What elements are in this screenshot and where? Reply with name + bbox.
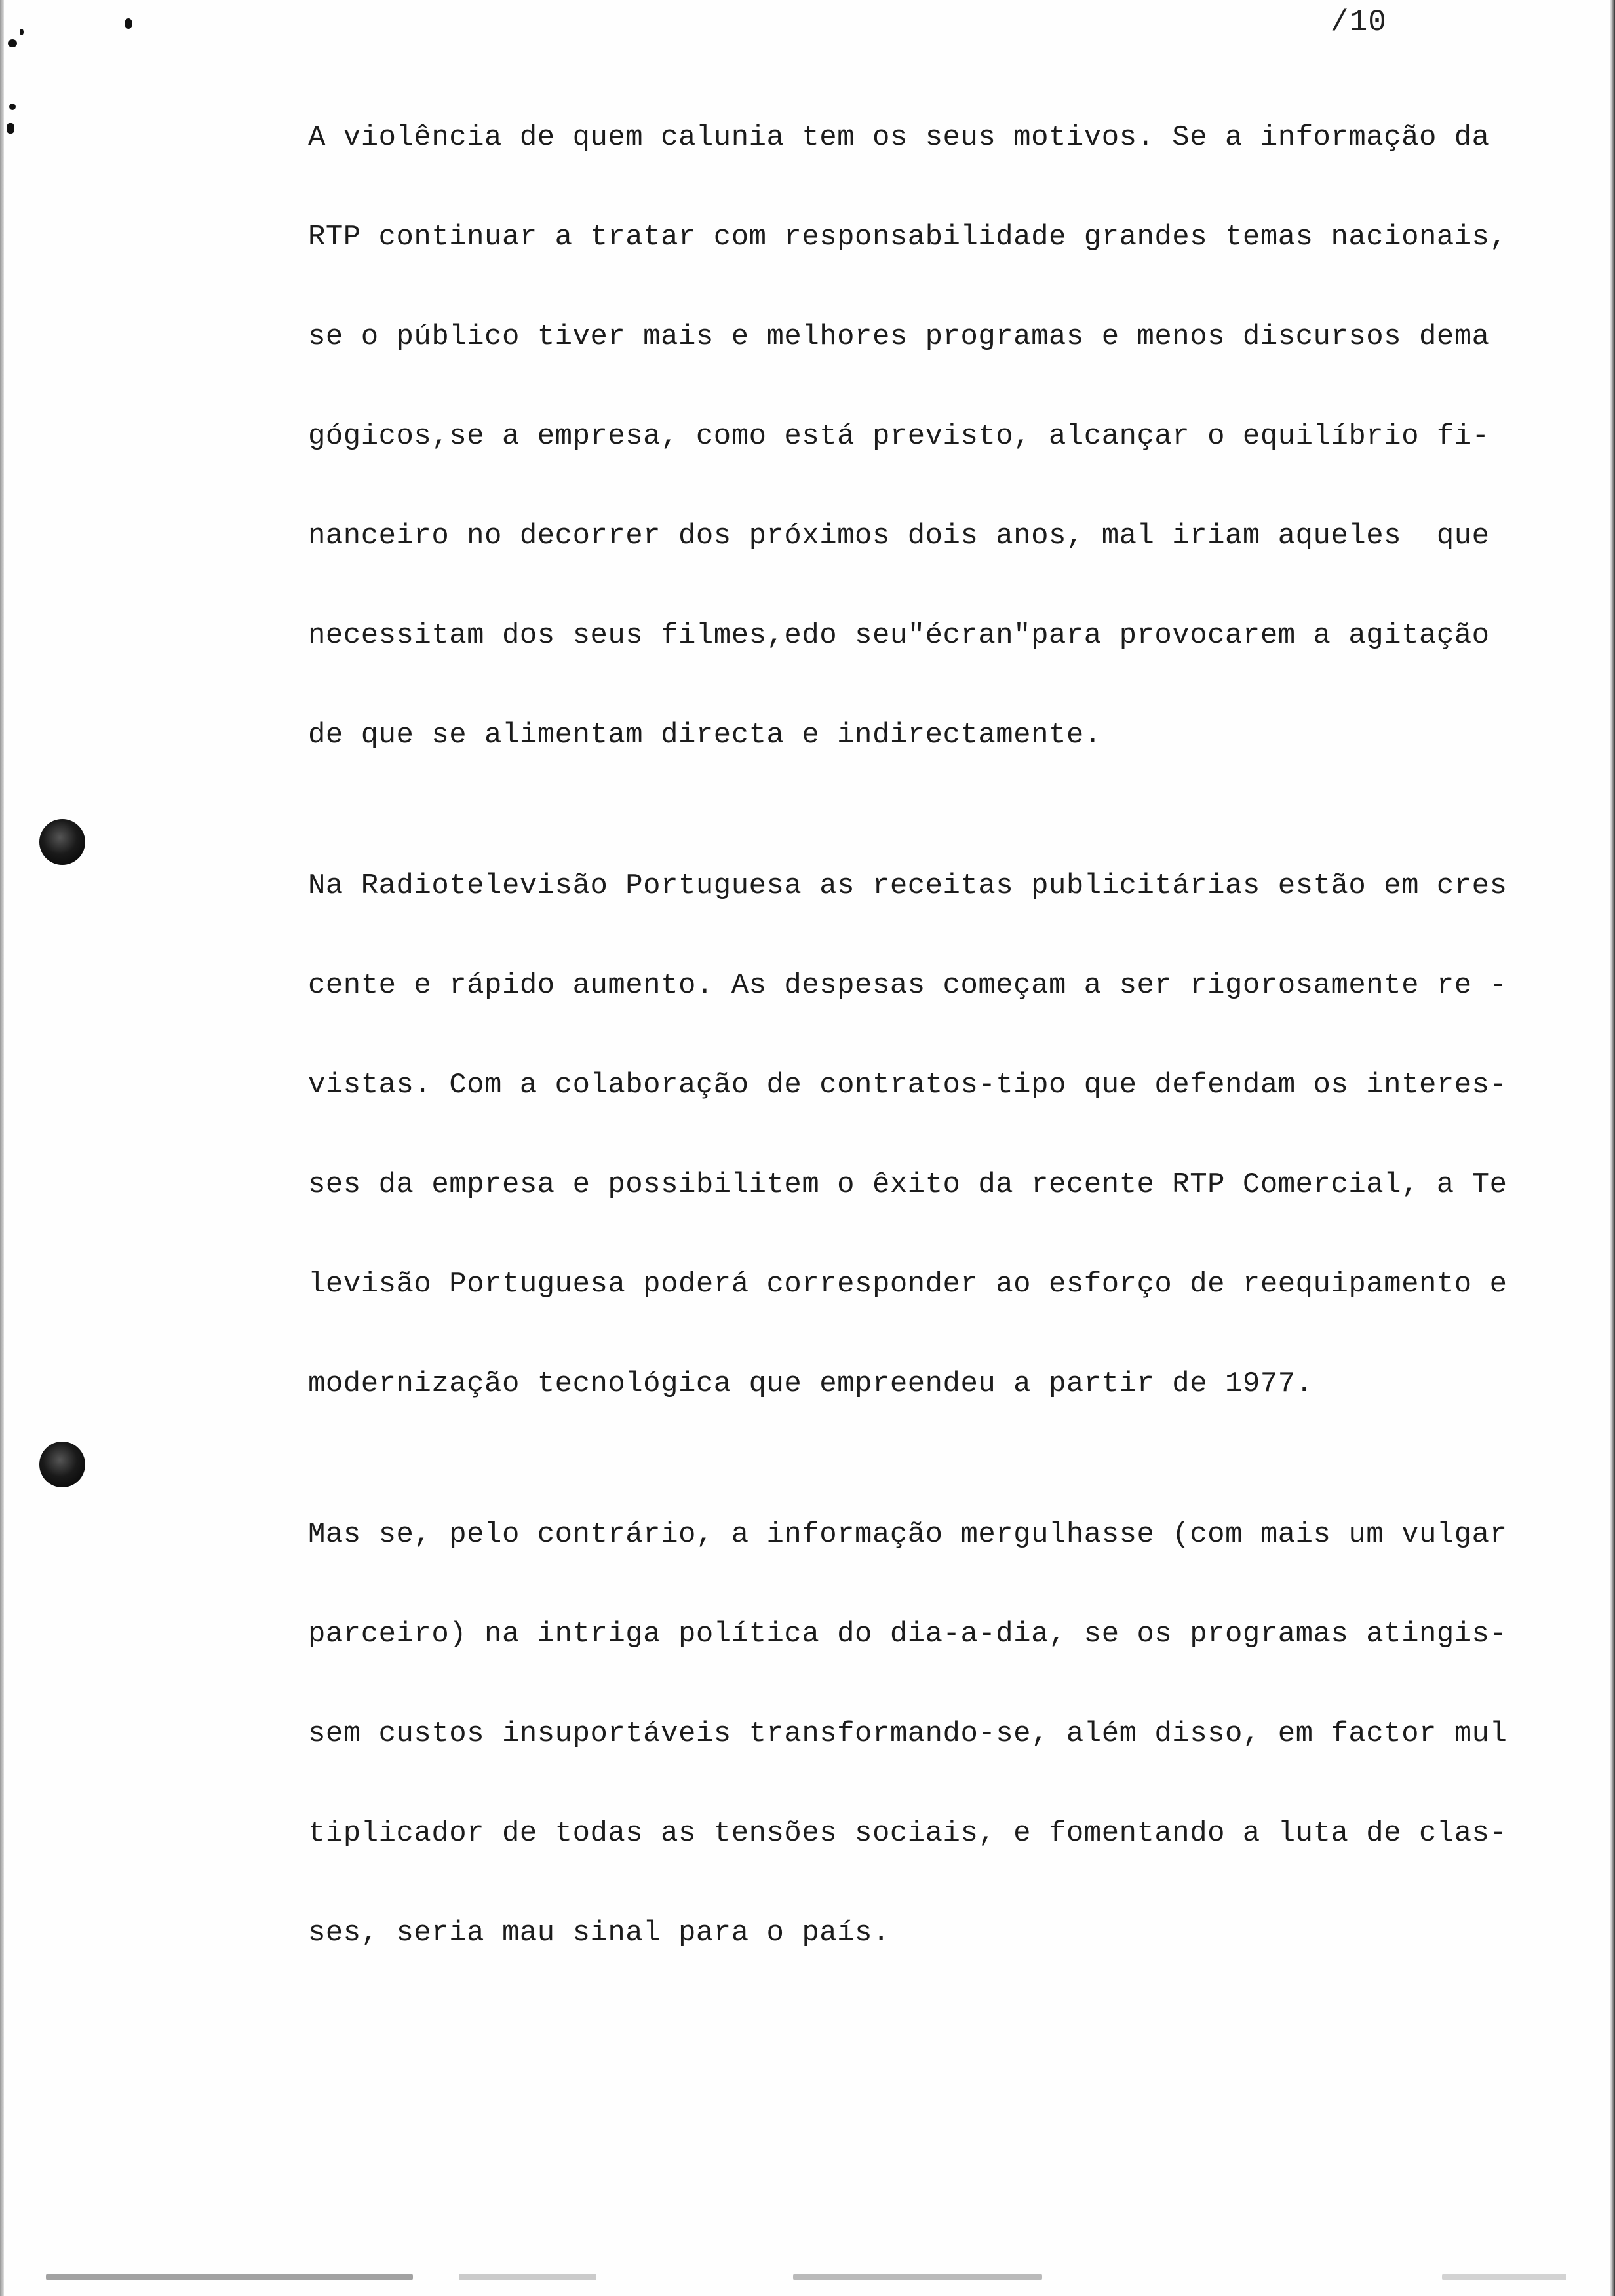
paragraph-violencia [308, 118, 1508, 815]
ink-speck [7, 123, 14, 134]
page-number: /10 [1331, 5, 1387, 39]
paragraph-receitas [308, 866, 1508, 1464]
text-line: Mas se, pelo contrário, a informação mergulhasse (com mais um vulgar [308, 1518, 1508, 1551]
text-line: levisão Portuguesa poderá corresponder ao esforço de reequipamento e [308, 1268, 1508, 1301]
text-line: tiplicador de todas as tensões sociais, e fomentando a luta de clas- [308, 1817, 1508, 1850]
text-line: ses, seria mau sinal para o país. [308, 1917, 890, 1949]
scan-smudge [459, 2274, 596, 2280]
text-line: Na Radiotelevisão Portuguesa as receitas publicitárias estão em cres [308, 870, 1508, 902]
ink-speck [8, 39, 17, 47]
ink-speck [9, 104, 16, 110]
scan-smudge [46, 2274, 413, 2280]
text-line: vistas. Com a colaboração de contratos-tipo que defendam os interes- [308, 1069, 1508, 1101]
text-line: A violência de quem calunia tem os seus motivos. Se a informação da [308, 121, 1490, 154]
text-line: modernização tecnológica que empreendeu a partir de 1977. [308, 1368, 1313, 1400]
text-line: necessitam dos seus filmes,edo seu"écran"para provocarem a agitação [308, 619, 1490, 652]
text-line: cente e rápido aumento. As despesas começam a ser rigorosamente re - [308, 969, 1508, 1002]
text-line: nanceiro no decorrer dos próximos dois anos, mal iriam aqueles que [308, 520, 1490, 552]
text-line: se o público tiver mais e melhores programas e menos discursos dema [308, 320, 1490, 353]
punch-hole [39, 1442, 85, 1487]
punch-hole [39, 819, 85, 865]
page-right-edge-shadow [1610, 0, 1615, 2296]
scan-smudge [793, 2274, 1042, 2280]
text-line: sem custos insuportáveis transformando-se, além disso, em factor mul [308, 1717, 1508, 1750]
text-line: ses da empresa e possibilitem o êxito da recente RTP Comercial, a Te [308, 1168, 1508, 1201]
text-line: de que se alimentam directa e indirectamente. [308, 719, 1102, 752]
ink-speck [125, 18, 132, 29]
text-line: parceiro) na intriga política do dia-a-dia, se os programas atingis- [308, 1618, 1508, 1651]
scan-smudge [1442, 2274, 1566, 2280]
paragraph-contrario [308, 1515, 1508, 2013]
ink-speck [20, 29, 24, 35]
text-line: gógicos,se a empresa, como está previsto, alcançar o equilíbrio fi- [308, 420, 1490, 453]
text-line: RTP continuar a tratar com responsabilidade grandes temas nacionais, [308, 221, 1508, 254]
page-left-edge-shadow [0, 0, 4, 2296]
